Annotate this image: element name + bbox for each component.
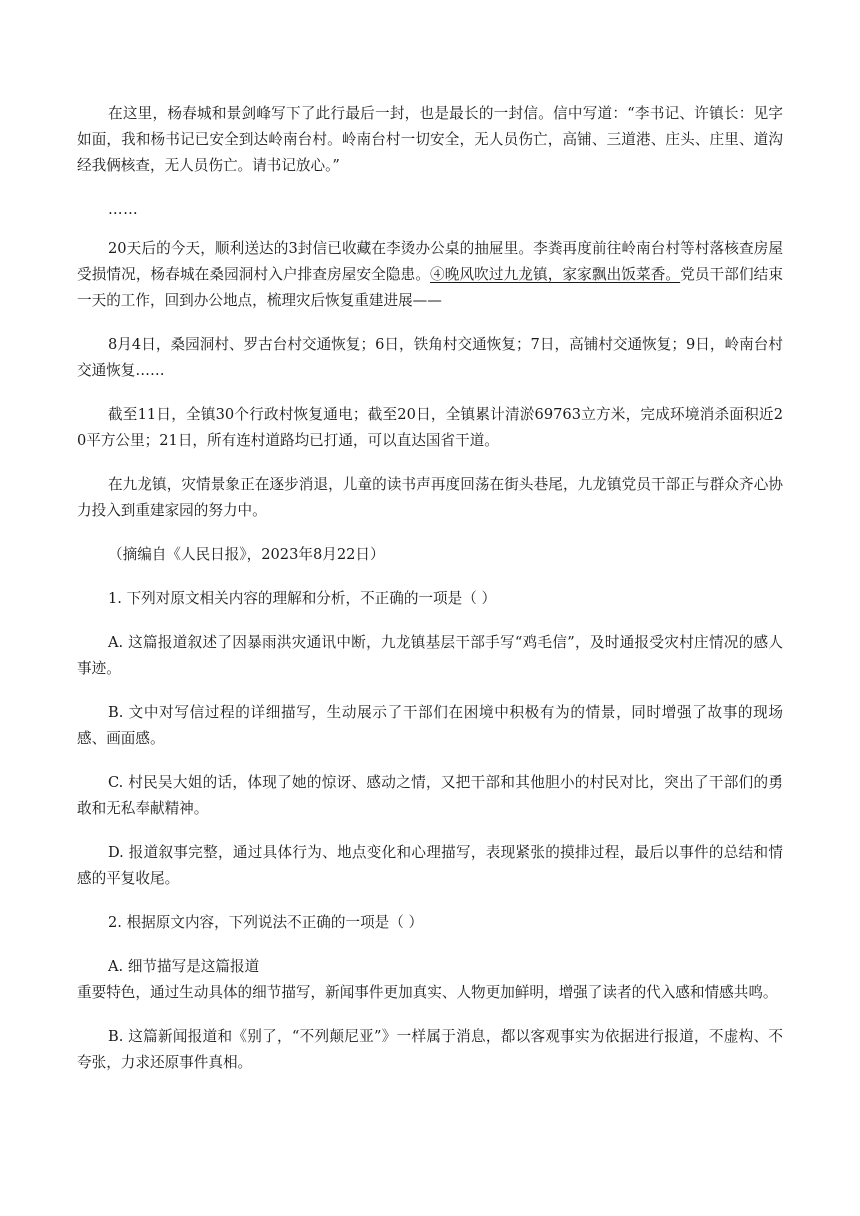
paragraph-power-recovery: 截至11日，全镇30个行政村恢复通电；截至20日，全镇累计清淤69763立方米，完成环境消杀面积近20平方公里；21日，所有连村道路均已打通，可以直达国省干道。 [77, 406, 783, 449]
document-body [77, 101, 783, 1094]
paragraph-twenty-days-later [77, 236, 783, 314]
question-1-option-b: B. 文中对写信过程的详细描写，生动展示了干部们在困境中积极有为的情景，同时增强了故事的现场感、画面感。 [77, 704, 783, 747]
paragraph-text-after: 党员干部们结束一天的工作，回到办公地点，梳理灾后恢复重建进展—— [77, 266, 783, 309]
source-citation: （摘编自《人民日报》，2023年8月22日） [108, 546, 385, 563]
paragraph-letter: 在这里，杨春城和景剑峰写下了此行最后一封，也是最长的一封信。信中写道：“李书记、许镇长：见字如面，我和杨书记已安全到达岭南台村。岭南台村一切安全，无人员伤亡，高铺、三道港、庄头、庄里、道沟经我俩核查，无人员伤亡。请书记放心。” [77, 105, 783, 174]
question-1-option-a: A. 这篇报道叙述了因暴雨洪灾通讯中断，九龙镇基层干部手写“鸡毛信”，及时通报受灾村庄情况的感人事迹。 [77, 634, 783, 677]
paragraph-traffic-recovery: 8月4日，桑园洞村、罗古台村交通恢复；6日，铁角村交通恢复；7日，高铺村交通恢复；9日，岭南台村交通恢复…… [77, 336, 783, 379]
paragraph-text-before: 20天后的今天，顺利送达的3封信已收藏在李烫办公桌的抽屉里。李粪再度前往岭南台村等村落核查房屋受损情况，杨春城在桑园洞村入户排查房屋安全隐患。 [77, 240, 783, 283]
option-a-continuation: 重要特色，通过生动具体的细节描写，新闻事件更加真实、人物更加鲜明，增强了读者的代入感和情感共鸣。 [77, 984, 778, 1001]
option-a-first-line: A. 细节描写是这篇报道 [108, 958, 260, 975]
question-1-stem: 1. 下列对原文相关内容的理解和分析，不正确的一项是（ ） [108, 590, 497, 607]
question-2-option-b: B. 这篇新闻报道和《别了，“不列颠尼亚”》一样属于消息，都以客观事实为依据进行报道，不虚构、不夸张，力求还原事件真相。 [77, 1028, 783, 1071]
question-1-option-d: D. 报道叙事完整，通过具体行为、地点变化和心理描写，表现紧张的摸排过程，最后以事件的总结和情感的平复收尾。 [77, 844, 783, 887]
question-1-option-c: C. 村民吴大姐的话，体现了她的惊讶、感动之情，又把干部和其他胆小的村民对比，突出了干部们的勇敢和无私奉献精神。 [77, 774, 783, 817]
question-2-option-a [77, 954, 783, 1006]
paragraph-jiulong-town: 在九龙镇，灾情景象正在逐步消退，儿童的读书声再度回荡在街头巷尾，九龙镇党员干部正与群众齐心协力投入到重建家园的努力中。 [77, 476, 783, 519]
ellipsis: …… [108, 201, 139, 218]
underlined-sentence-4: ④晚风吹过九龙镇，家家飘出饭菜香。 [430, 266, 681, 283]
question-2-stem: 2. 根据原文内容，下列说法不正确的一项是（ ） [108, 914, 424, 931]
